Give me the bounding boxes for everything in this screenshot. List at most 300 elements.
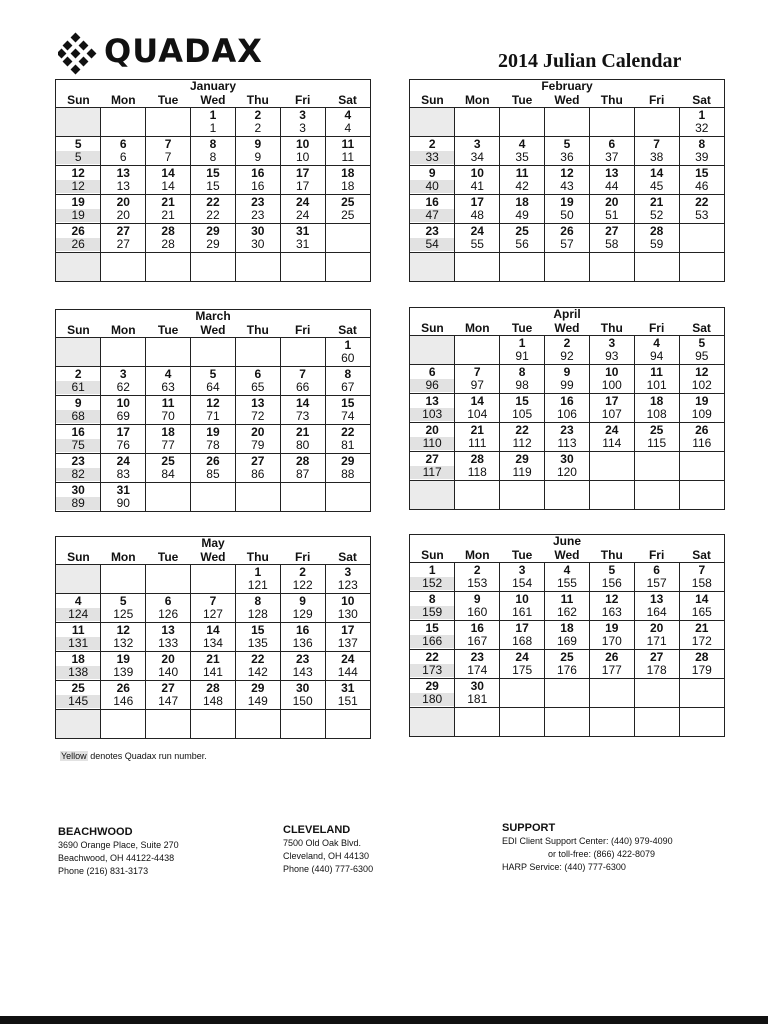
day-number: 9 — [428, 166, 436, 180]
day-cell — [191, 108, 236, 137]
day-number: 20 — [116, 195, 130, 209]
month-june — [409, 534, 725, 737]
week-row — [410, 394, 724, 423]
run-number: 145 — [56, 695, 100, 708]
day-cell — [679, 108, 724, 137]
empty-cell — [325, 483, 370, 512]
day-cell — [545, 365, 590, 394]
weekday-header: Wed — [191, 550, 236, 565]
julian-number: 181 — [467, 692, 488, 706]
empty-cell — [545, 679, 590, 708]
day-number: 17 — [295, 166, 310, 180]
week-row — [56, 483, 370, 512]
julian-number: 161 — [512, 605, 533, 619]
run-number: 19 — [56, 209, 100, 222]
day-cell — [101, 195, 146, 224]
day-cell — [191, 137, 236, 166]
day-number: 21 — [206, 652, 220, 666]
empty-cell — [679, 679, 724, 708]
day-cell — [101, 623, 146, 652]
day-number: 22 — [341, 425, 355, 439]
week-row — [410, 650, 724, 679]
empty-cell — [634, 679, 679, 708]
day-cell — [56, 454, 101, 483]
day-number: 1 — [209, 108, 217, 122]
week-row — [410, 336, 724, 365]
day-number: 9 — [299, 594, 306, 608]
month-name: March — [195, 309, 231, 323]
julian-number: 69 — [116, 409, 130, 423]
day-cell — [455, 592, 500, 621]
run-number: 68 — [56, 410, 100, 423]
weekday-header: Sat — [679, 93, 724, 108]
day-cell — [679, 365, 724, 394]
julian-number: 35 — [515, 150, 529, 164]
julian-number: 30 — [251, 237, 265, 251]
weekday-header: Fri — [280, 550, 325, 565]
page-bottom-edge — [0, 1016, 768, 1024]
day-number: 6 — [164, 594, 172, 608]
day-cell — [325, 195, 370, 224]
day-number: 23 — [560, 423, 574, 437]
run-number: 173 — [410, 664, 454, 677]
day-number: 11 — [560, 592, 574, 606]
empty-cell — [589, 108, 634, 137]
day-number: 16 — [71, 425, 85, 439]
day-cell — [545, 394, 590, 423]
day-number: 10 — [515, 592, 529, 606]
day-cell — [325, 367, 370, 396]
day-number: 19 — [560, 195, 574, 209]
day-number: 6 — [119, 137, 127, 151]
day-number: 31 — [295, 224, 310, 238]
week-row — [56, 253, 370, 282]
day-number: 10 — [295, 137, 310, 151]
empty-cell — [455, 253, 500, 282]
julian-number: 113 — [557, 436, 577, 450]
day-cell — [235, 425, 280, 454]
day-number: 25 — [71, 681, 85, 695]
legend-text: denotes Quadax run number. — [87, 751, 207, 761]
run-number: 110 — [410, 437, 454, 450]
day-cell — [56, 623, 101, 652]
week-row — [56, 710, 370, 739]
day-number: 21 — [695, 621, 709, 635]
day-cell — [545, 452, 590, 481]
day-number: 28 — [206, 681, 220, 695]
day-number: 18 — [515, 195, 529, 209]
empty-cell — [146, 253, 191, 282]
weekday-header: Wed — [545, 321, 590, 336]
empty-cell — [545, 708, 590, 737]
empty-cell — [101, 338, 146, 367]
empty-cell — [455, 336, 500, 365]
office-beachwood — [58, 825, 179, 878]
day-cell — [455, 137, 500, 166]
day-number: 4 — [164, 367, 172, 381]
day-cell — [410, 650, 455, 679]
empty-cell — [455, 708, 500, 737]
day-cell — [235, 623, 280, 652]
julian-number: 135 — [247, 636, 268, 650]
day-cell — [679, 592, 724, 621]
day-number: 23 — [71, 454, 85, 468]
day-cell — [325, 652, 370, 681]
day-cell — [589, 592, 634, 621]
day-cell — [235, 565, 280, 594]
day-number: 7 — [473, 365, 481, 379]
day-cell — [545, 563, 590, 592]
empty-cell — [679, 708, 724, 737]
julian-number: 108 — [646, 407, 667, 421]
weekday-header: Thu — [235, 323, 280, 338]
month-name: June — [552, 534, 581, 548]
day-cell — [235, 652, 280, 681]
week-row — [410, 166, 724, 195]
weekday-header: Sat — [325, 93, 370, 108]
julian-number: 62 — [116, 380, 130, 394]
day-number: 24 — [295, 195, 310, 209]
day-number: 19 — [605, 621, 619, 635]
day-number: 24 — [515, 650, 529, 664]
day-number: 22 — [206, 195, 220, 209]
day-number: 31 — [116, 483, 130, 497]
julian-number: 144 — [337, 665, 358, 679]
office-phone-line: Phone (216) 831-3173 — [58, 866, 149, 876]
empty-cell — [101, 108, 146, 137]
month-may — [55, 536, 371, 739]
day-number: 21 — [470, 423, 484, 437]
day-cell — [500, 166, 545, 195]
day-cell — [500, 137, 545, 166]
day-number: 6 — [608, 137, 616, 151]
day-cell — [191, 594, 236, 623]
month-name: February — [541, 79, 593, 93]
julian-number: 98 — [515, 378, 529, 392]
day-number: 25 — [161, 454, 175, 468]
day-cell — [280, 652, 325, 681]
julian-number: 39 — [695, 150, 709, 164]
empty-cell — [56, 108, 101, 137]
day-number: 29 — [425, 679, 439, 693]
julian-number: 28 — [161, 237, 175, 251]
weekday-header: Sun — [410, 93, 455, 108]
day-number: 28 — [161, 224, 175, 238]
day-number: 14 — [470, 394, 484, 408]
empty-cell — [410, 336, 455, 365]
day-cell — [56, 195, 101, 224]
day-number: 25 — [560, 650, 574, 664]
empty-cell — [634, 452, 679, 481]
day-number: 27 — [425, 452, 439, 466]
julian-number: 179 — [691, 663, 712, 677]
weekday-header: Fri — [280, 93, 325, 108]
empty-cell — [679, 224, 724, 253]
day-cell — [280, 594, 325, 623]
day-number: 27 — [251, 454, 265, 468]
day-number: 7 — [209, 594, 217, 608]
day-number: 1 — [344, 338, 352, 352]
day-cell — [634, 336, 679, 365]
day-number: 15 — [341, 396, 355, 410]
day-cell — [455, 621, 500, 650]
day-cell — [634, 137, 679, 166]
weekday-header: Thu — [235, 550, 280, 565]
day-cell — [455, 394, 500, 423]
julian-number: 106 — [556, 407, 577, 421]
day-number: 20 — [425, 423, 439, 437]
julian-number: 32 — [695, 121, 709, 135]
week-row — [410, 481, 724, 510]
empty-cell — [56, 338, 101, 367]
day-number: 28 — [295, 454, 310, 468]
day-cell — [679, 166, 724, 195]
run-number: 75 — [56, 439, 100, 452]
day-cell — [101, 224, 146, 253]
day-number: 20 — [649, 621, 664, 635]
month-name: April — [553, 307, 581, 321]
weekday-header: Mon — [455, 93, 500, 108]
julian-number: 27 — [116, 237, 130, 251]
day-cell — [101, 166, 146, 195]
weekday-header: Tue — [146, 550, 191, 565]
empty-cell — [589, 452, 634, 481]
weekday-header: Mon — [101, 550, 146, 565]
office-city-line: Beachwood, OH 44122-4438 — [58, 853, 175, 863]
day-number: 18 — [341, 166, 355, 180]
day-cell — [56, 594, 101, 623]
day-cell — [101, 594, 146, 623]
day-cell — [589, 621, 634, 650]
day-cell — [679, 563, 724, 592]
julian-number: 51 — [605, 208, 619, 222]
day-number: 6 — [653, 563, 660, 577]
day-cell — [56, 681, 101, 710]
julian-number: 93 — [605, 349, 619, 363]
weekday-header: Sun — [56, 93, 101, 108]
day-cell — [235, 367, 280, 396]
weekday-header: Tue — [146, 93, 191, 108]
day-cell — [146, 396, 191, 425]
empty-cell — [410, 481, 455, 510]
julian-number: 120 — [556, 465, 577, 479]
day-cell — [325, 681, 370, 710]
empty-cell — [455, 481, 500, 510]
julian-number: 155 — [556, 576, 577, 590]
run-number: 61 — [56, 381, 100, 394]
day-number: 3 — [119, 367, 127, 381]
week-row — [410, 708, 724, 737]
day-cell — [325, 454, 370, 483]
day-cell — [280, 565, 325, 594]
day-number: 22 — [425, 650, 439, 664]
empty-cell — [56, 253, 101, 282]
julian-number: 107 — [601, 407, 622, 421]
empty-cell — [146, 108, 191, 137]
quadax-logo-icon — [58, 32, 102, 76]
julian-number: 46 — [695, 179, 709, 193]
empty-cell — [101, 253, 146, 282]
day-cell — [455, 650, 500, 679]
day-number: 18 — [71, 652, 85, 666]
day-cell — [191, 652, 236, 681]
week-row — [410, 592, 724, 621]
day-number: 12 — [116, 623, 130, 637]
day-cell — [410, 679, 455, 708]
day-number: 9 — [473, 592, 481, 606]
day-number: 7 — [164, 137, 172, 151]
day-number: 26 — [605, 650, 619, 664]
day-cell — [634, 394, 679, 423]
julian-number: 143 — [292, 665, 313, 679]
day-cell — [634, 592, 679, 621]
office-name: SUPPORT — [502, 822, 556, 834]
day-number: 17 — [116, 425, 130, 439]
run-number: 131 — [56, 637, 100, 650]
day-cell — [545, 592, 590, 621]
julian-number: 123 — [337, 578, 358, 592]
day-cell — [146, 224, 191, 253]
julian-number: 95 — [695, 349, 709, 363]
day-number: 12 — [560, 166, 574, 180]
day-cell — [589, 365, 634, 394]
weekday-header: Sat — [325, 550, 370, 565]
julian-number: 15 — [206, 179, 220, 193]
day-cell — [325, 594, 370, 623]
weekday-header: Sat — [679, 321, 724, 336]
julian-number: 142 — [247, 665, 268, 679]
julian-number: 109 — [691, 407, 712, 421]
julian-number: 22 — [206, 208, 220, 222]
julian-number: 72 — [251, 409, 265, 423]
julian-number: 147 — [158, 694, 179, 708]
day-number: 8 — [254, 594, 262, 608]
day-number: 26 — [71, 224, 85, 238]
week-row — [410, 137, 724, 166]
day-number: 4 — [653, 336, 660, 350]
julian-number: 4 — [344, 121, 352, 135]
julian-number: 175 — [512, 663, 533, 677]
week-row — [56, 681, 370, 710]
julian-number: 167 — [467, 634, 488, 648]
day-number: 26 — [206, 454, 220, 468]
day-cell — [191, 681, 236, 710]
julian-number: 154 — [512, 576, 533, 590]
julian-number: 24 — [295, 208, 310, 222]
julian-number: 17 — [295, 179, 310, 193]
day-cell — [679, 423, 724, 452]
day-cell — [545, 137, 590, 166]
day-number: 12 — [695, 365, 709, 379]
julian-number: 176 — [556, 663, 577, 677]
weekday-header-row — [410, 321, 724, 336]
day-cell — [146, 195, 191, 224]
day-number: 15 — [251, 623, 265, 637]
julian-number: 53 — [695, 208, 709, 222]
day-number: 13 — [425, 394, 439, 408]
day-number: 8 — [518, 365, 526, 379]
day-cell — [545, 423, 590, 452]
empty-cell — [634, 253, 679, 282]
day-number: 13 — [251, 396, 265, 410]
julian-number: 130 — [337, 607, 358, 621]
julian-number: 146 — [113, 694, 134, 708]
day-number: 26 — [116, 681, 130, 695]
day-number: 4 — [563, 563, 571, 577]
day-number: 20 — [161, 652, 175, 666]
julian-number: 171 — [646, 634, 667, 648]
weekday-header: Thu — [589, 93, 634, 108]
julian-number: 137 — [337, 636, 358, 650]
office-city-line: Cleveland, OH 44130 — [283, 851, 370, 861]
day-number: 27 — [605, 224, 619, 238]
day-number: 2 — [74, 367, 82, 381]
empty-cell — [634, 481, 679, 510]
julian-number: 57 — [560, 237, 574, 251]
run-number: 124 — [56, 608, 100, 621]
weekday-header: Tue — [146, 323, 191, 338]
week-row — [56, 652, 370, 681]
day-number: 23 — [251, 195, 265, 209]
day-number: 19 — [206, 425, 220, 439]
day-cell — [146, 137, 191, 166]
julian-number: 86 — [251, 467, 265, 481]
day-number: 8 — [344, 367, 352, 381]
day-cell — [325, 137, 370, 166]
day-cell — [280, 224, 325, 253]
empty-cell — [325, 224, 370, 253]
support-tollfree-line: or toll-free: (866) 422-8079 — [548, 849, 656, 859]
julian-number: 58 — [605, 237, 619, 251]
run-number: 47 — [410, 209, 454, 222]
run-number: 33 — [410, 151, 454, 164]
empty-cell — [146, 483, 191, 512]
day-cell — [56, 483, 101, 512]
day-cell — [325, 166, 370, 195]
weekday-header: Wed — [191, 93, 236, 108]
day-number: 11 — [341, 137, 355, 151]
julian-number: 119 — [512, 465, 532, 479]
weekday-header-row — [56, 550, 370, 565]
day-number: 3 — [473, 137, 481, 151]
day-number: 15 — [425, 621, 439, 635]
julian-number: 112 — [512, 436, 532, 450]
weekday-header: Sun — [410, 321, 455, 336]
empty-cell — [410, 108, 455, 137]
julian-number: 83 — [116, 467, 130, 481]
weekday-header: Thu — [235, 93, 280, 108]
empty-cell — [101, 710, 146, 739]
day-cell — [56, 137, 101, 166]
empty-cell — [235, 710, 280, 739]
day-cell — [634, 166, 679, 195]
weekday-header-row — [56, 93, 370, 108]
day-cell — [191, 454, 236, 483]
day-cell — [101, 367, 146, 396]
julian-number: 102 — [691, 378, 712, 392]
julian-number: 6 — [119, 150, 127, 164]
julian-number: 64 — [206, 380, 220, 394]
day-cell — [679, 394, 724, 423]
julian-number: 20 — [116, 208, 130, 222]
weekday-header: Fri — [634, 321, 679, 336]
day-cell — [589, 650, 634, 679]
day-cell — [280, 108, 325, 137]
empty-cell — [325, 253, 370, 282]
month-name: January — [189, 79, 237, 93]
julian-number: 92 — [560, 349, 574, 363]
julian-number: 56 — [515, 237, 529, 251]
